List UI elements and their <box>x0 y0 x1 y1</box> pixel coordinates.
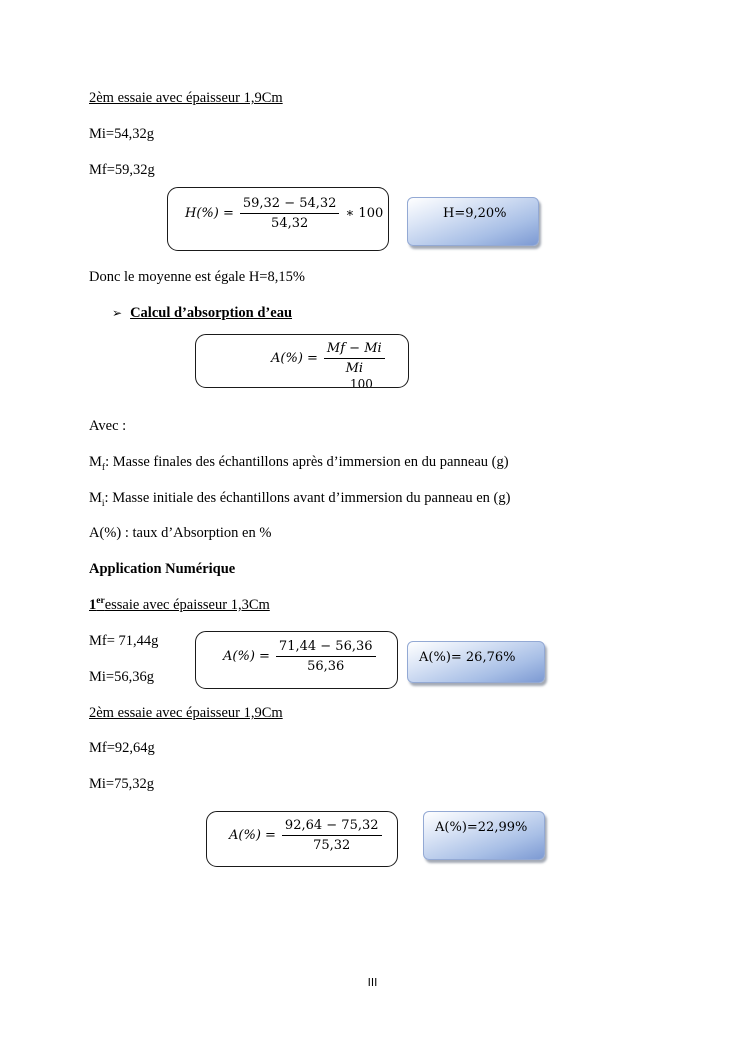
initial-mass: Mi=56,36g <box>89 669 154 685</box>
section-heading <box>112 304 292 322</box>
formula-numerator: 92,64 − 75,32 <box>284 818 379 833</box>
formula-numerator: Mf − Mi <box>326 341 382 356</box>
formula-denominator: Mi <box>324 358 385 376</box>
definition-a: A(%) : taux d’Absorption en % <box>89 525 272 541</box>
humidity-formula-box <box>167 187 389 251</box>
initial-mass: Mi=54,32g <box>89 126 154 142</box>
formula-denominator: 56,36 <box>276 656 376 674</box>
final-mass: Mf=92,64g <box>89 740 155 756</box>
avec-label: Avec : <box>89 418 127 434</box>
absorption-formula-box <box>195 631 398 689</box>
trial-heading: 2èm essaie avec épaisseur 1,9Cm <box>89 705 283 721</box>
result-value: A(%)= 26,76% <box>419 650 516 665</box>
formula-lhs: A(%) = <box>223 649 270 664</box>
trial-heading: 1eressaie avec épaisseur 1,3Cm <box>89 596 270 613</box>
humidity-result-box <box>407 197 539 246</box>
definition-mi: $M_i$: Masse initiale des échantillons avant d’immersion du panneau en (g) <box>89 490 511 509</box>
formula-numerator: 71,44 − 56,36 <box>278 639 373 654</box>
initial-mass: Mi=75,32g <box>89 776 154 792</box>
absorption-result-box <box>407 641 545 683</box>
absorption-formula-box <box>195 334 409 388</box>
arrow-bullet-icon: ➢ <box>112 306 123 320</box>
formula-lhs: A(%) = <box>229 828 276 843</box>
formula-numerator: 59,32 − 54,32 <box>242 196 337 211</box>
final-mass: Mf=59,32g <box>89 162 155 178</box>
application-title: Application Numérique <box>89 561 236 577</box>
formula-fraction <box>282 818 382 853</box>
formula-lhs: A(%) = <box>271 351 318 366</box>
formula-denominator: 75,32 <box>282 835 382 853</box>
section-title: Calcul d’absorption d’eau <box>130 305 293 321</box>
formula-fraction <box>276 639 376 674</box>
formula-denominator: 54,32 <box>240 213 340 231</box>
formula-lhs: H(%) = <box>185 206 234 221</box>
absorption-formula-box <box>206 811 398 867</box>
formula-multiplier: ∗ 100 <box>345 206 384 221</box>
trial-heading: 2èm essaie avec épaisseur 1,9Cm <box>89 90 283 106</box>
absorption-result-box <box>423 811 545 860</box>
definition-mf: $M_f$: Masse finales des échantillons après d’immersion en du panneau (g) <box>89 454 509 473</box>
formula-fraction <box>324 341 385 376</box>
result-value: A(%)=22,99% <box>435 820 528 835</box>
page-number: III <box>367 976 378 989</box>
final-mass: Mf= 71,44g <box>89 633 159 649</box>
clipped-text: 100 <box>350 377 373 388</box>
average-statement: Donc le moyenne est égale H=8,15% <box>89 269 305 285</box>
formula-fraction <box>240 196 340 231</box>
result-value: H=9,20% <box>443 206 507 221</box>
